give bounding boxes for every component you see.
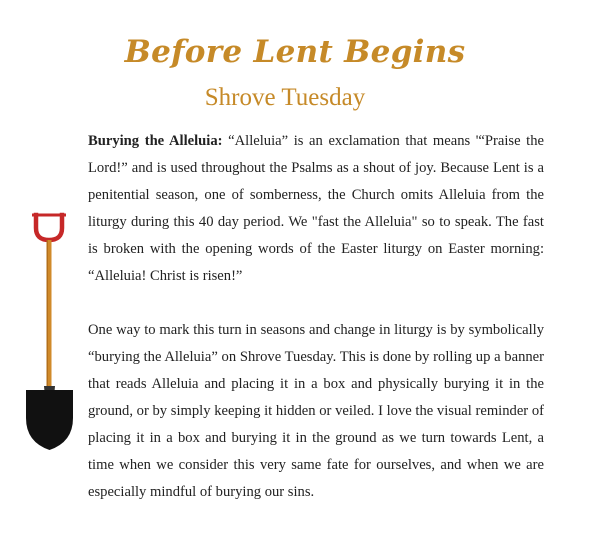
- shovel-icon: [20, 210, 80, 459]
- page-title: Before Lent Begins: [124, 34, 466, 70]
- paragraph-shrove-tuesday: One way to mark this turn in seasons and change in liturgy is by symbolically “burying the Alleluia” on Shrove Tuesday. This is done by rolling up a banner that reads Alleluia and placing it in a box and physically burying it in the ground, or by simply keeping it hidden or veiled. I love the visual reminder of placing it in a box and burying it in the ground as we turn towards Lent, a time when we consider this very same fate for ourselves, and when we are especially mindful of burying our sins.: [88, 322, 544, 500]
- article-body: [88, 128, 544, 506]
- paragraph-text: “Alleluia” is an exclamation that means '“Praise the Lord!” and is used throughout the Psalms as a shout of joy. Because Lent is a penitential season, one of somberness, the Church omits Alleluia from the liturgy during this 40 day period. We "fast the Alleluia" so to speak. The fast is broken with the opening words of the Easter liturgy on Easter morning: “Alleluia! Christ is risen!”: [88, 133, 545, 284]
- paragraph-lead: Burying the Alleluia:: [88, 133, 223, 149]
- page-subtitle: Shrove Tuesday: [204, 84, 366, 111]
- paragraph-burying-alleluia: [88, 128, 544, 290]
